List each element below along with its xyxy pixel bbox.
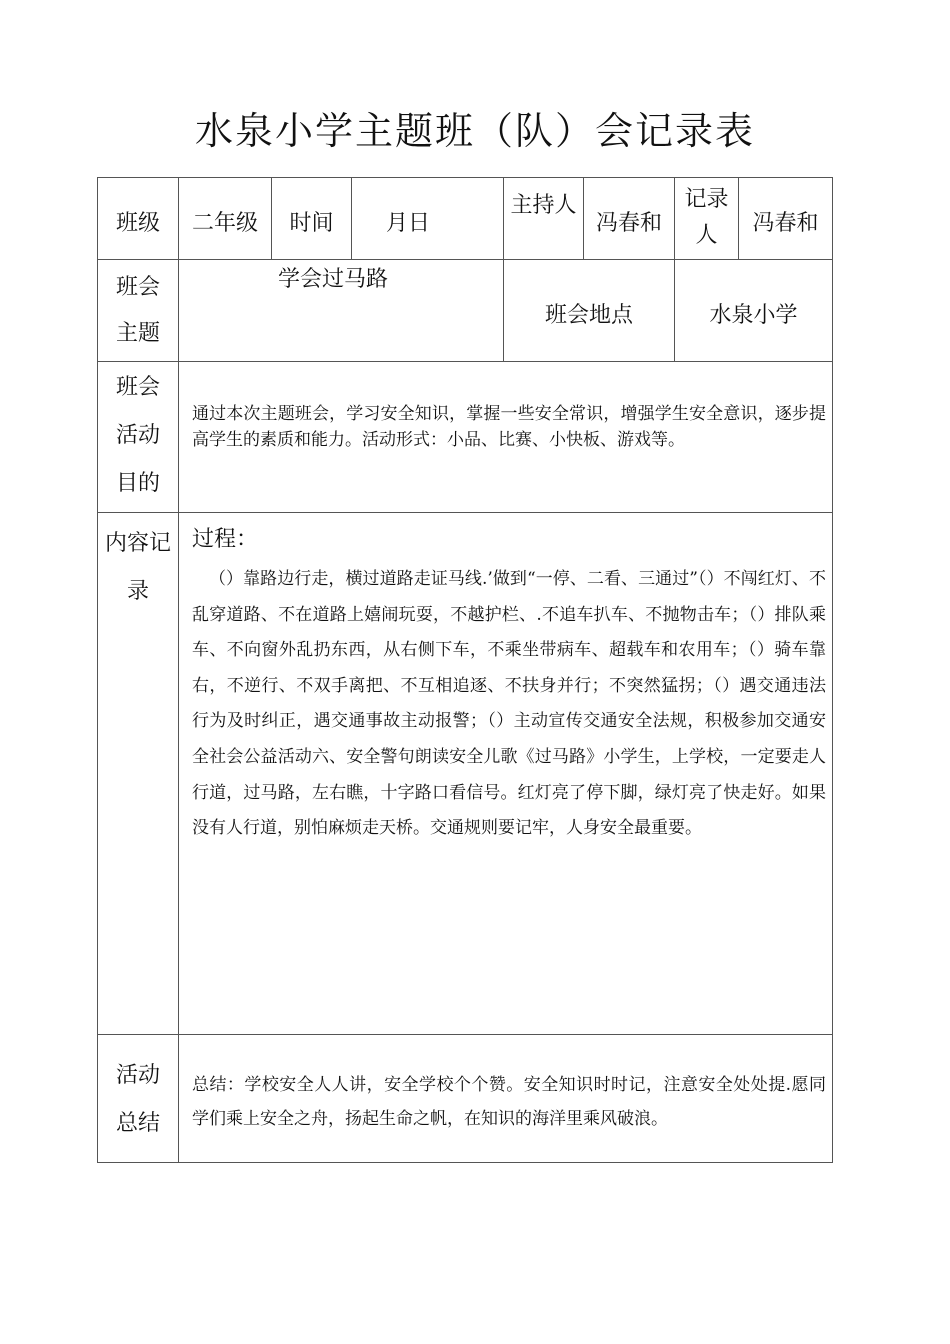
record-table — [97, 177, 833, 1163]
theme-value: 学会过马路 — [278, 267, 389, 292]
theme-label-line: 主题 — [115, 321, 160, 346]
time-label: 时间 — [289, 211, 334, 236]
place-label: 班会地点 — [544, 303, 633, 328]
row-divider — [98, 512, 832, 513]
host-value: 冯春和 — [595, 211, 662, 236]
recorder-label — [675, 182, 738, 254]
summary-text: 总结：学校安全人人讲，安全学校个个赞。安全知识时时记，注意安全处处提.愿同学们乘上安全之舟，扬起生命之帆，在知识的海洋里乘风破浪。 — [192, 1075, 826, 1129]
purpose-label-line: 目的 — [115, 471, 160, 496]
class-label: 班级 — [115, 211, 160, 236]
row-divider — [98, 259, 832, 260]
process-heading: 过程： — [192, 527, 259, 552]
recorder-label-line: 记录 — [684, 187, 729, 212]
theme-label — [98, 265, 178, 357]
content-label-line: 录 — [126, 579, 149, 604]
purpose-text: 通过本次主题班会，学习安全知识，掌握一些安全常识，增强学生安全意识，逐步提高学生的素质和能力。活动形式：小品、比赛、小快板、游戏等。 — [192, 404, 826, 450]
purpose-label-line: 活动 — [115, 423, 160, 448]
summary-label-line: 活动 — [115, 1063, 160, 1088]
recorder-label-line: 人 — [695, 223, 718, 248]
host-label: 主持人 — [510, 193, 577, 218]
row-divider — [98, 1034, 832, 1035]
process-text: （）靠路边行走，横过道路走证马线.’做到“一停、二看、三通过”（）不闯红灯、不乱穿道路、不在道路上嬉闹玩耍，不越护栏、.不追车扒车、不抛物击车；（）排队乘车、不向窗外乱扔东西，从右侧下车，不乘坐带病车、超载车和农用车；（）骑车靠右，不逆行、不双手离把、不互相追逐、不扶身并行；不突然猛拐；（）遇交通违法行为及时纠正，遇交通事故主动报警；（）主动宣传交通安全法规，积极参加交通安全社会公益活动六、安全警句朗读安全儿歌《过马路》小学生，上学校，一定要走人行道，过马路，左右瞧，十字路口看信号。红灯亮了停下脚，绿灯亮了快走好。如果没有人行道，别怕麻烦走天桥。交通规则要记牢，人身安全最重要。 — [192, 569, 826, 839]
purpose-label-line: 班会 — [115, 375, 160, 400]
class-value: 二年级 — [191, 211, 258, 236]
content-label — [98, 520, 178, 616]
page-title: 水泉小学主题班（队）会记录表 — [194, 109, 755, 153]
summary-label — [98, 1052, 178, 1148]
place-value: 水泉小学 — [709, 303, 798, 328]
recorder-value: 冯春和 — [752, 211, 819, 236]
summary-label-line: 总结 — [115, 1111, 160, 1136]
row-divider — [98, 361, 832, 362]
column-divider — [178, 178, 179, 1162]
content-label-line: 内容记 — [104, 531, 171, 556]
time-value: 月日 — [385, 211, 430, 236]
purpose-label — [98, 364, 178, 508]
theme-label-line: 班会 — [115, 275, 160, 300]
